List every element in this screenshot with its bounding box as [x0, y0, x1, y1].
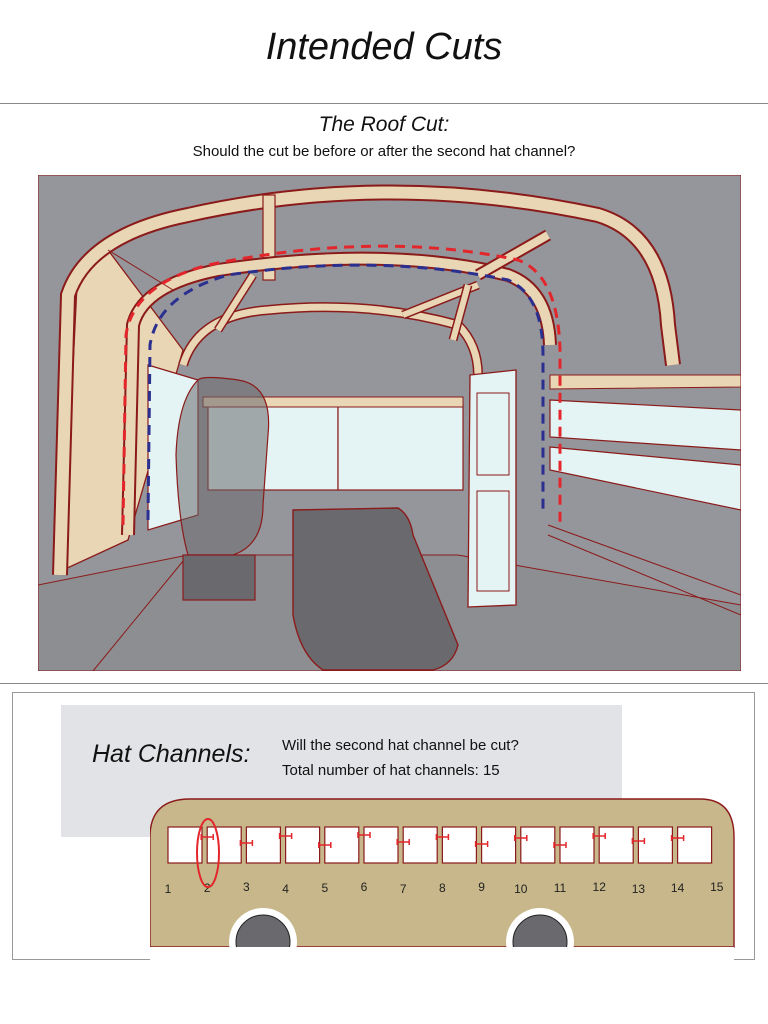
- hat-channels-label: Hat Channels:: [92, 740, 251, 768]
- hat-channels-question: Will the second hat channel be cut?: [282, 737, 519, 754]
- hat-channel-number: 6: [360, 880, 368, 894]
- hat-channel-number: 3: [243, 880, 250, 894]
- hat-channel-number: 10: [514, 882, 528, 896]
- hat-channels-total: Total number of hat channels: 15: [282, 762, 500, 779]
- page-title: Intended Cuts: [265, 26, 503, 68]
- hat-channel-number: 9: [478, 880, 485, 894]
- hat-channel-number: 5: [321, 881, 329, 895]
- divider: [0, 683, 768, 684]
- bus-side-diagram: [150, 797, 740, 969]
- hat-channel-number: 12: [592, 880, 606, 894]
- hat-channel-number: 2: [203, 881, 211, 895]
- bus-window: [286, 827, 320, 863]
- hat-channel-number: 13: [631, 882, 646, 896]
- bus-window: [521, 827, 555, 863]
- bus-window: [364, 827, 398, 863]
- hat-channel-number: 11: [553, 881, 567, 895]
- roof-cut-heading: The Roof Cut:: [318, 113, 450, 136]
- bus-window: [207, 827, 241, 863]
- hat-channel-number: 8: [439, 881, 446, 895]
- bus-window: [599, 827, 633, 863]
- roof-cut-question: Should the cut be before or after the second hat channel?: [192, 143, 576, 160]
- bus-interior-illustration: [38, 175, 741, 671]
- bus-window: [678, 827, 712, 863]
- hat-channel-number: 14: [670, 881, 685, 895]
- hat-channel-number: 4: [282, 882, 289, 896]
- bus-window: [442, 827, 476, 863]
- divider: [0, 103, 768, 104]
- bus-window: [403, 827, 437, 863]
- bus-window: [246, 827, 280, 863]
- bus-window: [638, 827, 672, 863]
- hat-channel-number: 15: [710, 880, 724, 894]
- hat-channel-number: 7: [399, 882, 407, 896]
- hat-channel-number: 1: [164, 882, 172, 896]
- bus-window: [482, 827, 516, 863]
